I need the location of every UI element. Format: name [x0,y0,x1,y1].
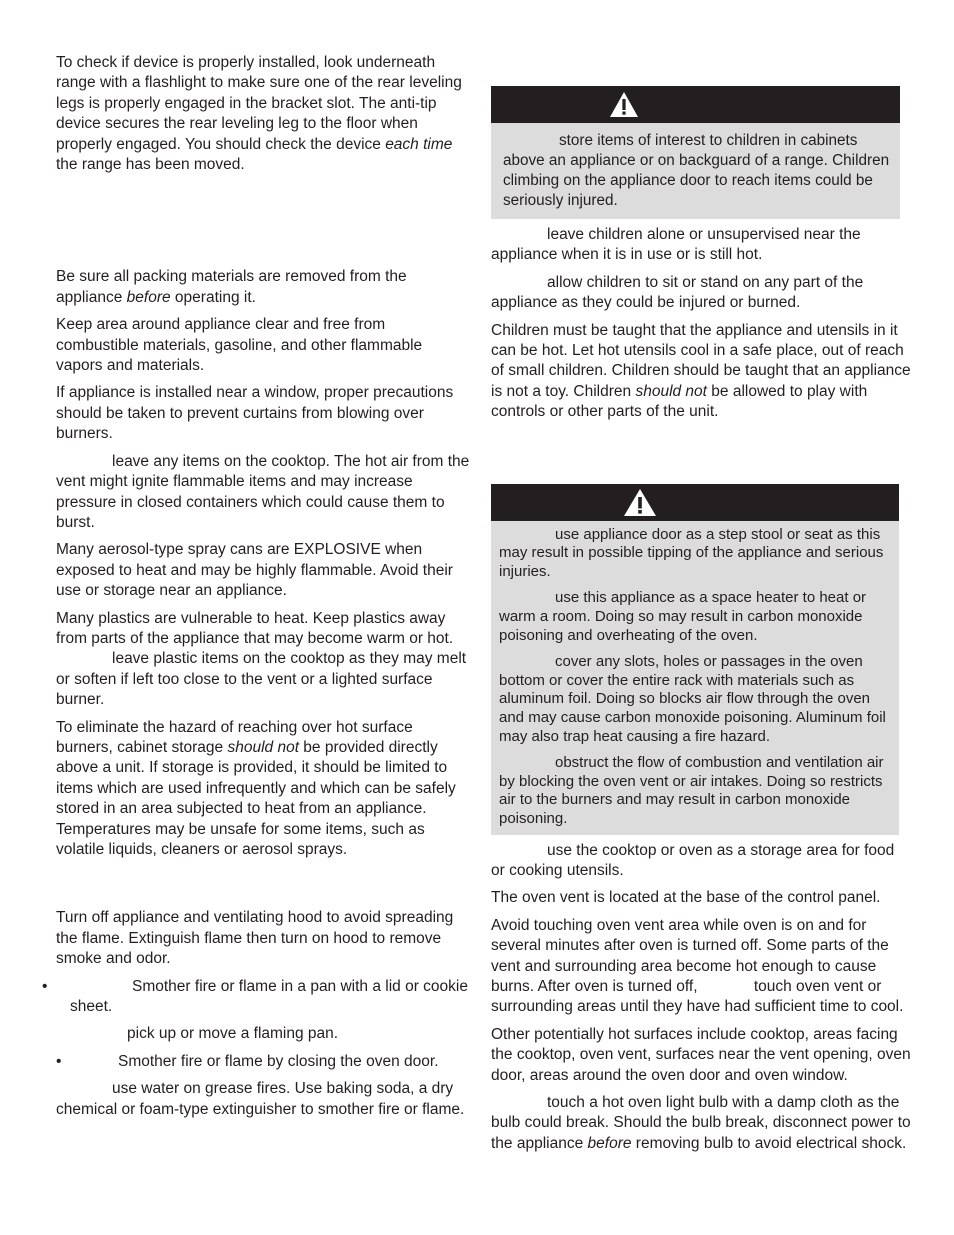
cooktop-items-paragraph: leave any items on the cooktop. The hot air from the vent might ignite flammable items and may increase pressure in closed containers which could cause them to burst. [56,452,470,531]
warning-header [491,86,900,123]
bullet-oven-door: • Smother fire or flame by closing the oven door. [56,1052,439,1070]
warning-header [491,484,899,521]
left-column [42,53,472,1127]
anti-tip-check-paragraph: To check if device is properly installed, look underneath range with a flashlight to make sure one of the rear leveling legs is properly engaged in the bracket slot. The anti-tip device secures the rear leveling leg to the floor when properly engaged. You should check the device each time the range has been moved. [56,54,462,174]
children-warning-box [491,86,900,219]
water-grease-paragraph: use water on grease fires. Use baking soda, a dry chemical or foam-type extinguisher to smother fire or flame. [56,1080,465,1118]
grease-fire-paragraph: Turn off appliance and ventilating hood to avoid spreading the flame. Extinguish flame then turn on hood to remove smoke and odor. [56,909,454,968]
storage-area-paragraph: use the cooktop or oven as a storage area for food or cooking utensils. [491,841,895,879]
aerosol-paragraph: Many aerosol-type spray cans are EXPLOSIVE when exposed to heat and may be highly flammable. Avoid their use or storage near an appliance. [56,541,453,600]
hot-surfaces-paragraph: Other potentially hot surfaces include cooktop, areas facing the cooktop, oven vent, surfaces near the vent opening, oven door, areas around the oven door and oven window. [491,1025,911,1084]
oven-vent-location-paragraph: The oven vent is located at the base of the control panel. [491,889,881,907]
appliance-use-warning-box [491,484,899,835]
warning-triangle-icon [609,91,639,118]
plastics-paragraph: Many plastics are vulnerable to heat. Keep plastics away from parts of the appliance that may become warm or hot. leave plastic items on the cooktop as they may melt or soften if left too close to the vent or a lighted surface burner. [56,609,467,709]
oven-vent-hot-paragraph: Avoid touching oven vent area while oven is on and for several minutes after oven is turned off. Some parts of the vent and surrounding area become hot enough to cause burns. After oven is turned off, touch oven vent or surrounding areas until they have had sufficient time to cool. [491,916,904,1016]
children-unsupervised-paragraph: leave children alone or unsupervised near the appliance when it is in use or is still hot. [491,226,861,264]
light-bulb-paragraph: touch a hot oven light bulb with a damp cloth as the bulb could break. Should the bulb break, disconnect power to the appliance before removing bulb to avoid electrical shock. [491,1094,911,1152]
bullet-smother-pan: • Smother fire or flame in a pan with a lid or cookie sheet. [42,977,468,1016]
pick-up-pan-paragraph: pick up or move a flaming pan. [127,1025,339,1043]
children-sit-stand-paragraph: allow children to sit or stand on any part of the appliance as they could be injured or burned. [491,273,864,312]
warning-triangle-icon [623,488,657,517]
keep-area-clear-paragraph: Keep area around appliance clear and free from combustible materials, gasoline, and other flammable vapors and materials. [56,316,423,375]
window-curtains-paragraph: If appliance is installed near a window, proper precautions should be taken to prevent curtains from blowing over burners. [56,384,454,443]
warning-body: use appliance door as a step stool or seat as this may result in possible tipping of the appliance and serious injuries. use this appliance as a space heater to heat or warm a room. Doing so may result in carbon monoxide poisoning and overheating of the oven. cover any slots, holes or passages in the oven bottom or cover the entire rack with materials such as aluminum foil. Doing so blocks air flow through the oven and may cause carbon monoxide poisoning. Aluminum foil may also trap heat causing a fire hazard. obstruct the flow of combustion and ventilation air by blocking the oven vent or air intakes. Doing so restricts air to the burners and may result in carbon monoxide poisoning. [491,521,899,835]
packing-materials-paragraph: Be sure all packing materials are removed from the appliance before operating it. [56,268,407,306]
right-column [491,86,911,1161]
warning-body: store items of interest to children in cabinets above an appliance or on backguard of a range. Children climbing on the appliance door to reach items could be seriously injured. [491,123,900,219]
children-taught-paragraph: Children must be taught that the appliance and utensils in it can be hot. Let hot utensils cool in a safe place, out of reach of small children. Children should be taught that an appliance is not a toy. Children should not be allowed to play with controls or other parts of the unit. [491,321,911,421]
cabinet-storage-paragraph: To eliminate the hazard of reaching over hot surface burners, cabinet storage should not be provided directly above a unit. If storage is provided, it should be limited to items which are used infrequently and which can be safely stored in an area subjected to heat from an appliance. Temperatures may be unsafe for some items, such as volatile liquids, cleaners or aerosol sprays. [56,718,456,858]
